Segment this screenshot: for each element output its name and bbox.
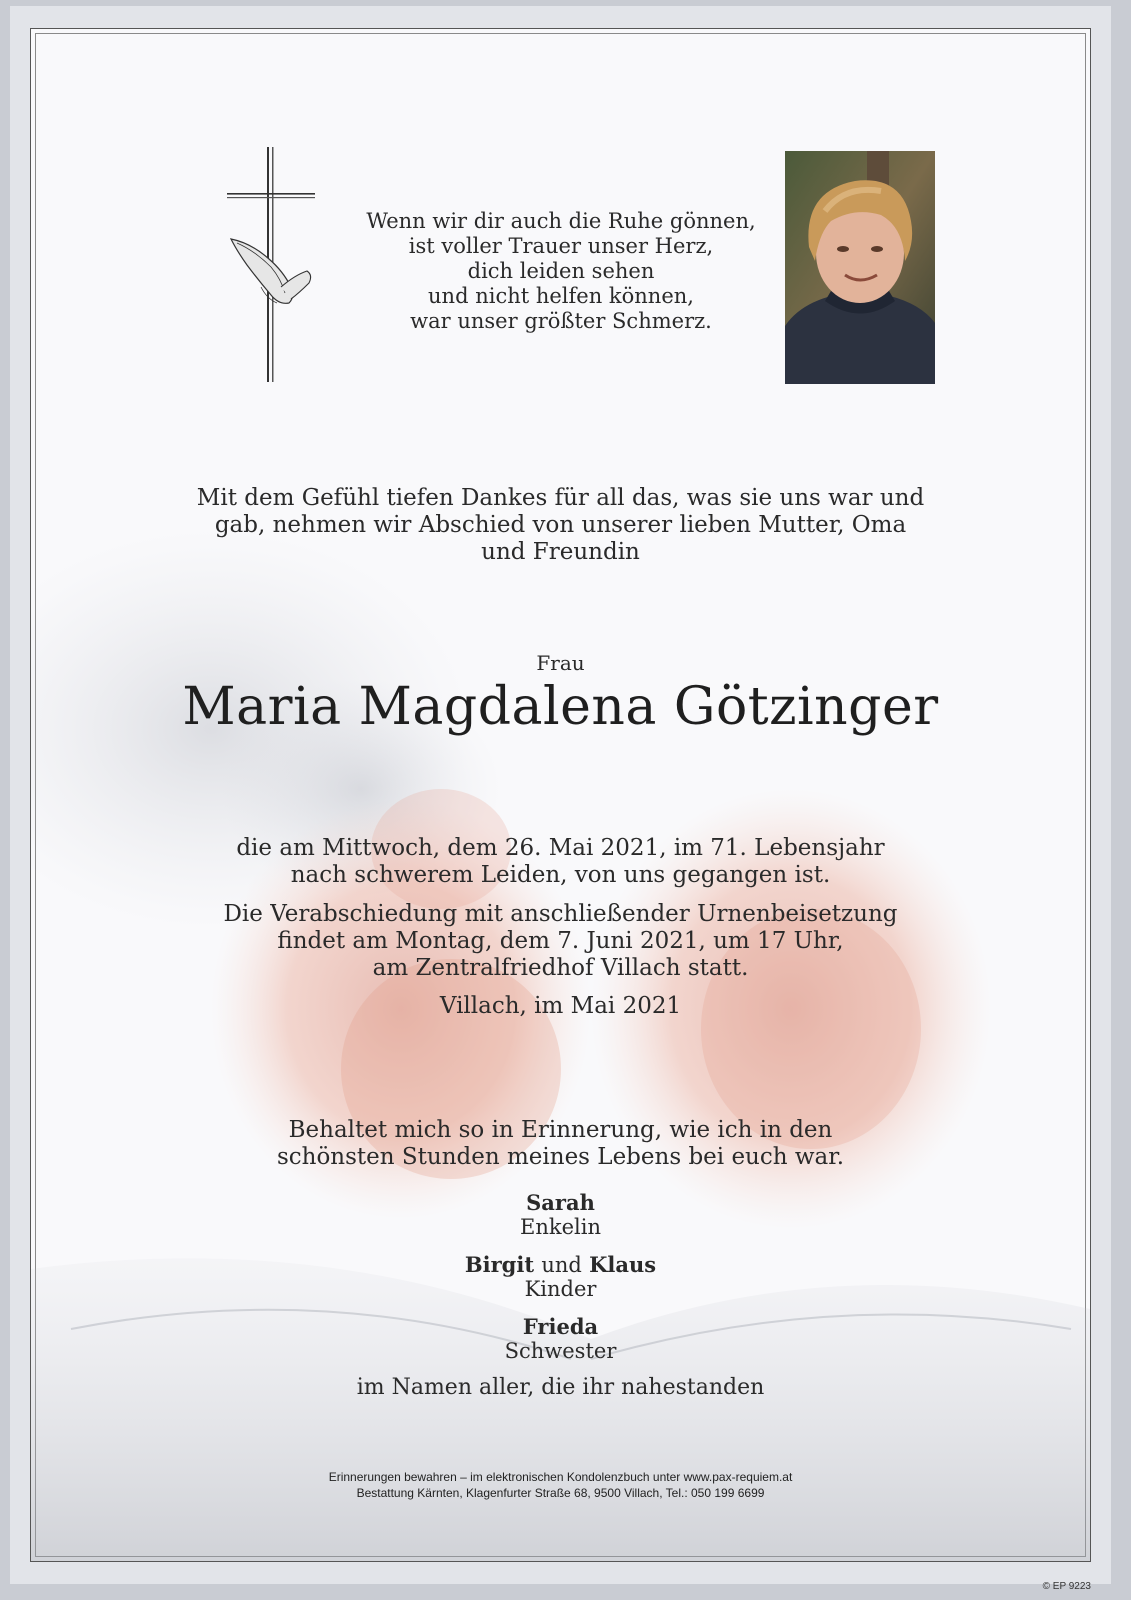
funeral-line: am Zentralfriedhof Villach statt. (372, 955, 749, 981)
mourner-names (31, 1253, 1090, 1277)
footer-line-condolence: Erinnerungen bewahren – im elektronischen Kondolenzbuch unter www.pax-requiem.at (328, 1470, 793, 1484)
mourner-children (31, 1253, 1090, 1301)
funeral-line: findet am Montag, dem 7. Juni 2021, um 17 Uhr, (277, 928, 844, 954)
poem-line: war unser größter Schmerz. (410, 309, 712, 333)
poem-line: dich leiden sehen (467, 259, 655, 283)
footer (31, 1469, 1090, 1501)
intro-line: Mit dem Gefühl tiefen Dankes für all das, was sie uns war und (196, 485, 925, 511)
intro-line: und Freundin (481, 539, 640, 565)
mourner-sarah (31, 1191, 1090, 1239)
mourner-frieda (31, 1315, 1090, 1363)
cross-with-praying-hands-icon (221, 147, 321, 382)
quote-line: schönsten Stunden meines Lebens bei euch war. (276, 1144, 845, 1170)
mourner-name: Klaus (589, 1252, 657, 1277)
page-sheet (10, 6, 1111, 1584)
mourner-relation: Schwester (504, 1339, 617, 1363)
quote (31, 1117, 1090, 1171)
quote-line: Behaltet mich so in Erinnerung, wie ich in den (288, 1117, 833, 1143)
salutation: Frau (536, 651, 585, 675)
funeral-line: Die Verabschiedung mit anschließender Urnenbeisetzung (223, 901, 898, 927)
place-date: Villach, im Mai 2021 (439, 993, 682, 1019)
copyright-label: © EP 9223 (1042, 1581, 1091, 1592)
deceased-name: Maria Magdalena Götzinger (182, 677, 939, 737)
funeral-info (31, 901, 1090, 982)
death-notice (31, 835, 1090, 889)
notice-frame (30, 28, 1091, 1562)
mourner-connector: und (541, 1253, 582, 1277)
poem-line: und nicht helfen können, (428, 284, 694, 308)
portrait-photo (785, 151, 935, 384)
poem-line: ist voller Trauer unser Herz, (408, 234, 714, 258)
death-line: die am Mittwoch, dem 26. Mai 2021, im 71. Lebensjahr (236, 835, 885, 861)
mourner-relation: Kinder (524, 1277, 597, 1301)
mourner-relation: Enkelin (520, 1215, 601, 1239)
mourner-name: Frieda (522, 1314, 599, 1339)
closing-line: im Namen aller, die ihr nahestanden (356, 1375, 765, 1400)
death-line: nach schwerem Leiden, von uns gegangen ist. (290, 862, 831, 888)
mourner-name: Birgit (464, 1252, 535, 1277)
poem (311, 209, 811, 334)
footer-line-address: Bestattung Kärnten, Klagenfurter Straße 68, 9500 Villach, Tel.: 050 199 6699 (356, 1486, 765, 1500)
intro-line: gab, nehmen wir Abschied von unserer lieben Mutter, Oma (214, 512, 907, 538)
poem-line: Wenn wir dir auch die Ruhe gönnen, (366, 209, 756, 233)
intro-text (31, 485, 1090, 566)
mourner-name: Sarah (526, 1190, 595, 1215)
